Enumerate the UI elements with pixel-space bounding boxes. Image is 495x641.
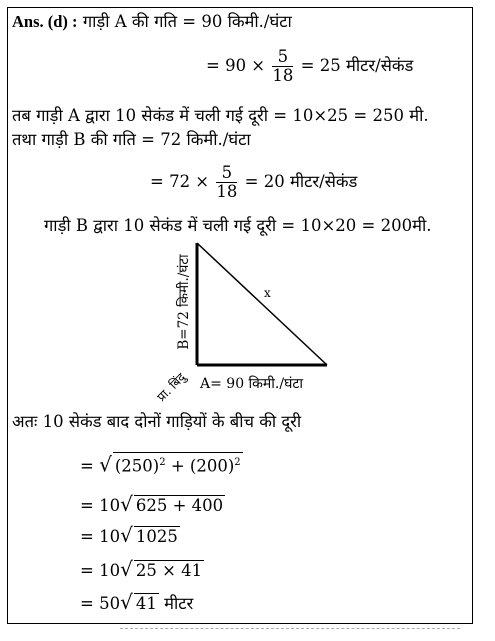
plus-sign: + <box>170 456 185 476</box>
exp-2: 2 <box>234 457 241 468</box>
sqrt-symbol: √ <box>120 590 133 614</box>
answer-label: Ans. (d) : <box>12 12 78 31</box>
fraction-b-num: 5 <box>216 164 237 183</box>
step-5-unit: मीटर <box>164 594 194 613</box>
step-2-radicand: 625 + 400 <box>135 496 224 515</box>
distance-a-line: तब गाड़ी A द्वारा 10 सेकंड में चली गई दूरी = 10×25 = 250 मी. <box>12 106 429 125</box>
step-4 <box>80 559 204 581</box>
hypotenuse <box>197 243 327 365</box>
sqrt-symbol: √ <box>120 557 133 581</box>
step-3 <box>80 525 180 547</box>
fraction-b-den: 18 <box>216 182 238 201</box>
step-5 <box>80 592 193 614</box>
corner-label: प्रा. बिंदु <box>154 370 189 405</box>
distance-b-line: गाड़ी B द्वारा 10 सेकंड में चली गई दूरी = 10×20 = 200मी. <box>44 216 432 235</box>
speed-a-text: गाड़ी A की गति = 90 किमी./घंटा <box>82 12 292 31</box>
step-4-coef: = 10 <box>80 561 121 580</box>
step-3-coef: = 10 <box>80 527 121 546</box>
conv-a-prefix: = 90 × <box>206 56 266 75</box>
conv-b-suffix: = 20 मीटर/सेकंड <box>244 172 358 191</box>
triangle-diagram <box>150 238 370 406</box>
step-4-radicand: 25 × 41 <box>135 561 203 580</box>
sqrt-symbol: √ <box>120 492 133 516</box>
step-5-coef: = 50 <box>80 594 121 613</box>
step-1-eq: = <box>80 456 94 476</box>
fraction-b <box>216 164 237 201</box>
term-200: (200) <box>189 456 235 476</box>
step-1-radicand <box>113 452 243 477</box>
exp-1: 2 <box>159 457 166 468</box>
step-2-coef: = 10 <box>80 496 121 515</box>
term-250: (250) <box>114 456 160 476</box>
sqrt-symbol: √ <box>120 523 133 547</box>
speed-b-line: तथा गाड़ी B की गति = 72 किमी./घंटा <box>12 130 251 149</box>
hypotenuse-label: x <box>264 286 271 300</box>
conv-b-prefix: = 72 × <box>150 172 210 191</box>
fraction-a <box>272 48 293 85</box>
result-line: अतः 10 सेकंड बाद दोनों गाड़ियों के बीच की दूरी <box>12 412 302 431</box>
step-3-radicand: 1025 <box>135 527 178 546</box>
vertical-label: B=72 किमी./घंटा <box>176 254 192 350</box>
conversion-a <box>206 48 413 85</box>
conversion-b <box>150 164 357 201</box>
conv-a-suffix: = 25 मीटर/सेकंड <box>300 56 414 75</box>
page-cut-edge <box>120 628 460 635</box>
horizontal-label: A= 90 किमी./घंटा <box>200 376 304 392</box>
sqrt-symbol: √ <box>99 452 112 477</box>
answer-line-1 <box>12 12 292 32</box>
fraction-a-den: 18 <box>272 66 294 85</box>
step-1 <box>80 452 243 477</box>
step-2 <box>80 494 225 516</box>
step-5-radicand: 41 <box>135 594 157 613</box>
fraction-a-num: 5 <box>272 48 293 67</box>
